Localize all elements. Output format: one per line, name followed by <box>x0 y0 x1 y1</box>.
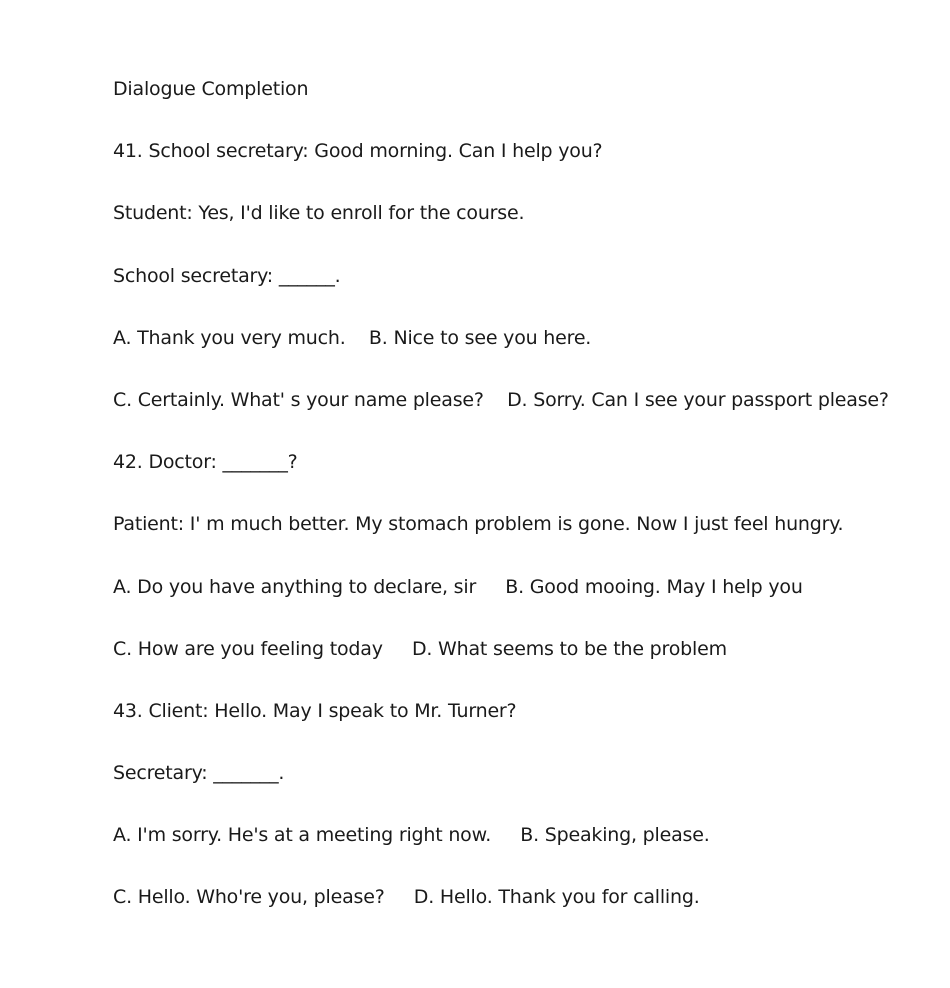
q42-options-cd: C. How are you feeling today D. What seems to be the problem <box>113 637 727 660</box>
q42-patient-line: Patient: I' m much better. My stomach problem is gone. Now I just feel hungry. <box>113 513 844 536</box>
q43-prompt: 43. Client: Hello. May I speak to Mr. Turner? <box>113 699 517 722</box>
q41-student-line: Student: Yes, I'd like to enroll for the course. <box>113 202 525 225</box>
q41-blank-line: School secretary: ______. <box>113 264 341 287</box>
document-body <box>113 74 930 945</box>
q41-options-cd: C. Certainly. What' s your name please? D. Sorry. Can I see your passport please? <box>113 388 889 411</box>
q43-options-ab: A. I'm sorry. He's at a meeting right now. B. Speaking, please. <box>113 824 710 847</box>
q41-options-ab: A. Thank you very much. B. Nice to see you here. <box>113 326 592 349</box>
q42-options-ab: A. Do you have anything to declare, sir B. Good mooing. May I help you <box>113 575 803 598</box>
q41-prompt: 41. School secretary: Good morning. Can I help you? <box>113 140 603 163</box>
q42-prompt: 42. Doctor: _______? <box>113 451 298 474</box>
q43-blank-line: Secretary: _______. <box>113 762 285 785</box>
q43-options-cd: C. Hello. Who're you, please? D. Hello. Thank you for calling. <box>113 886 700 909</box>
section-title: Dialogue Completion <box>113 78 309 100</box>
